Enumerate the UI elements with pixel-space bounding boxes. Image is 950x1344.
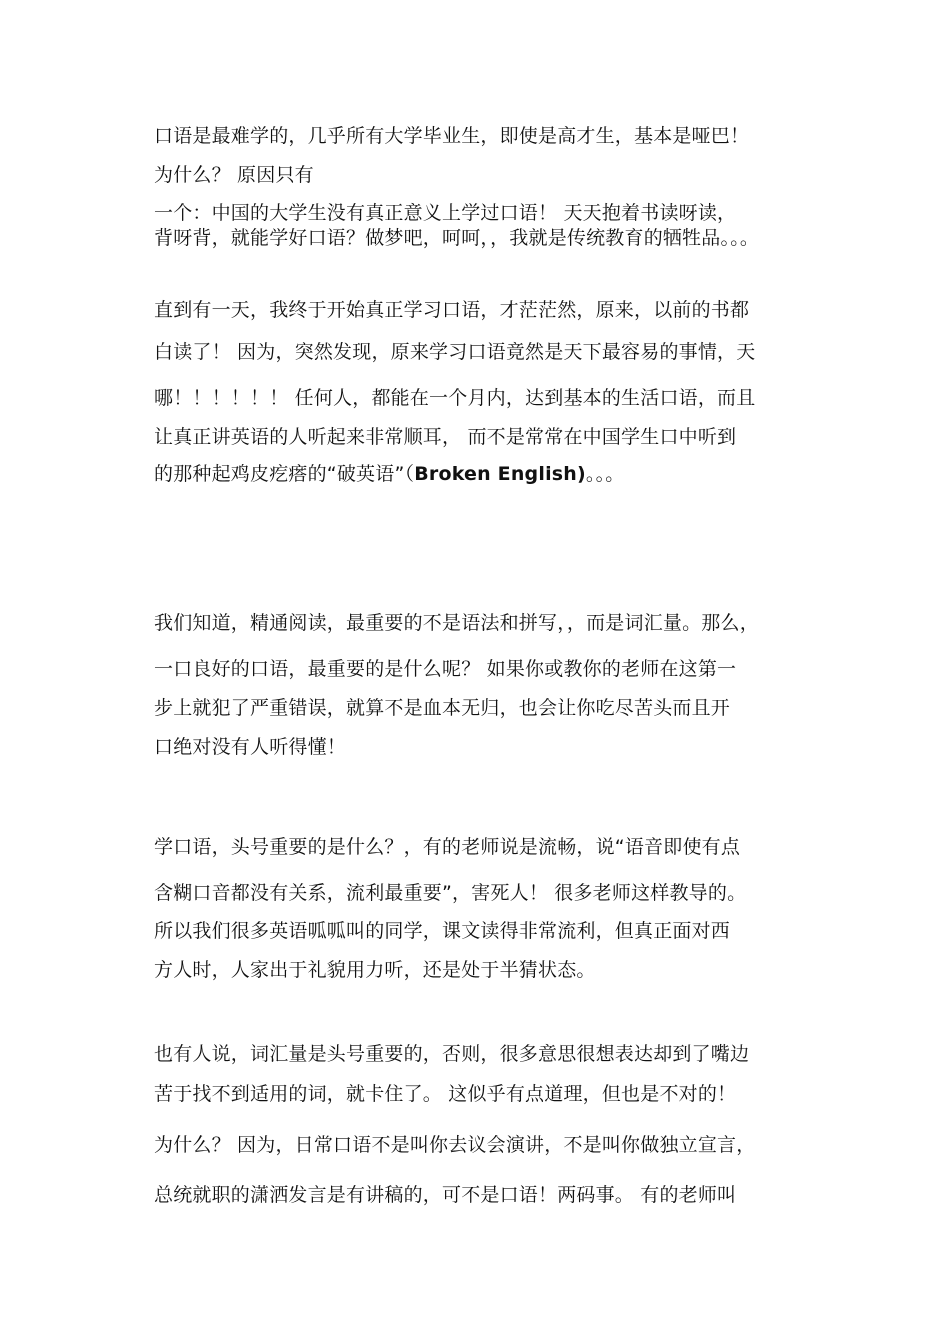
text-segment: 的那种起鸡皮疙瘩的“破英语”（ xyxy=(154,463,415,485)
text-line: 含糊口音都没有关系，流利最重要”，害死人！ 很多老师这样教导的。 xyxy=(154,882,747,904)
text-segment: 。。。 xyxy=(585,463,625,485)
text-line: 苦于找不到适用的词，就卡住了。 这似乎有点道理，但也是不对的！ xyxy=(154,1083,737,1105)
text-line: 一口良好的口语，最重要的是什么呢？ 如果你或教你的老师在这第一 xyxy=(154,658,737,680)
text-line: 直到有一天，我终于开始真正学习口语，才茫茫然，原来，以前的书都 xyxy=(154,299,750,321)
text-line: 也有人说，词汇量是头号重要的，否则，很多意思很想表达却到了嘴边 xyxy=(154,1043,750,1065)
text-line: 我们知道，精通阅读，最重要的不是语法和拼写，，而是词汇量。那么， xyxy=(154,612,759,634)
text-line: 口绝对没有人听得懂！ xyxy=(154,736,347,758)
text-line: 一个：中国的大学生没有真正意义上学过口语！ 天天抱着书读呀读， xyxy=(154,202,737,224)
text-line: 哪！！！！！！ 任何人，都能在一个月内，达到基本的生活口语，而且 xyxy=(154,387,756,409)
text-line: 让真正讲英语的人听起来非常顺耳， 而不是常常在中国学生口中听到 xyxy=(154,426,737,448)
text-line: 白读了！ 因为，突然发现，原来学习口语竟然是天下最容易的事情，天 xyxy=(154,341,756,363)
english-term: Broken English) xyxy=(414,463,586,485)
text-line: 总统就职的潇洒发言是有讲稿的，可不是口语！两码事。 有的老师叫 xyxy=(154,1184,737,1206)
text-line: 方人时，人家出于礼貌用力听，还是处于半猜状态。 xyxy=(154,959,596,981)
text-line: 学口语，头号重要的是什么？，有的老师说是流畅，说“语音即使有点 xyxy=(154,836,741,858)
text-line: 背呀背，就能学好口语？做梦吧，呵呵，，我就是传统教育的牺牲品。。。 xyxy=(154,227,760,249)
text-line: 所以我们很多英语呱呱叫的同学，课文读得非常流利，但真正面对西 xyxy=(154,920,731,942)
text-line: 步上就犯了严重错误，就算不是血本无归，也会让你吃尽苦头而且开 xyxy=(154,697,731,719)
text-line: 口语是最难学的，几乎所有大学毕业生，即使是高才生，基本是哑巴！ xyxy=(154,125,750,147)
text-line-mixed xyxy=(154,461,830,487)
text-line: 为什么？ 原因只有 xyxy=(154,164,314,186)
text-line: 为什么？ 因为，日常口语不是叫你去议会演讲，不是叫你做独立宣言， xyxy=(154,1134,756,1156)
